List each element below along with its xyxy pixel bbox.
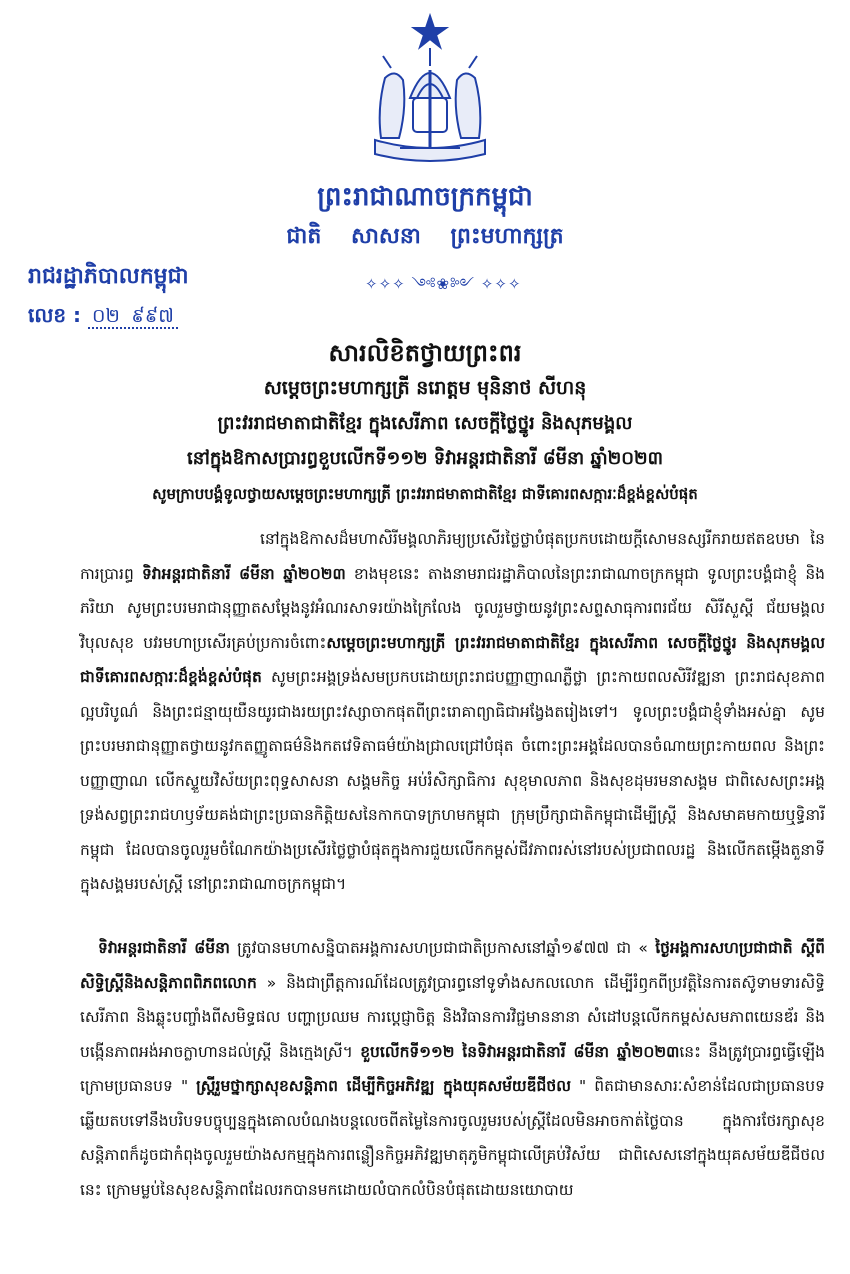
text-span: " ពិតជាមានសារៈសំខាន់ដែលជាប្រធានបទឆ្លើយតបទៅនឹងបរិបទបច្ចុប្បន្នក្នុងគោលបំណងបន្តលេចពីតម្លៃនៃការចូលរួមរបស់ស្ត្រីដែលមិនអាចកាត់ថ្លៃបាន ក្នុងការថែរក្សាសុខសន្តិភាពក៏ដូចជាកំពុងចូលរួមយ៉ាងសកម្មក្នុងការពន្លឿនកិច្ចអភិវឌ្ឍមាតុភូមិកម្ពុជាលើគ្រប់វិស័យ ជាពិសេសនៅក្នុងយុគសម័យឌីជីថលនេះ ក្រោមម្លប់នៃសុខសន្តិភាពដែលរកបានមកដោយលំបាកលំបិនបំផុតដោយនយោបាយ [80,1077,825,1199]
national-motto: ជាតិ សាសនា ព្រះមហាក្សត្រ [286,224,564,249]
text-span: ខាងមុខនេះ តាងនាមរាជរដ្ឋាភិបាលនៃព្រះរាជាណាចក្រកម្ពុជា ទូលព្រះបង្គំជាខ្ញុំ និងភរិយា សូមព្រះបរមរាជានុញ្ញាតសម្ដែងនូវអំណរសាទរយ៉ាងក្រៃលែង ចូលរួមថ្វាយនូវព្រះសព្ទសាធុការពរជ័យ សិរីសួស្ដី ជ័យមង្គល វិបុលសុខ បវរមហាប្រសើរគ្រប់ប្រការចំពោះ [80,564,825,652]
reference-line [28,302,178,332]
letter-title: សារលិខិតថ្វាយព្រះពរ [328,339,522,367]
text-span: ត្រូវបានមហាសន្និបាតអង្គការសហប្រជាជាតិប្រកាសនៅឆ្នាំ១៩៧៧ ជា « [229,939,656,957]
text-span-bold: សម្ដេចព្រះមហាក្សត្រី ព្រះវររាជមាតាជាតិខ្មែរ ក្នុងសេរីភាព សេចក្ដីថ្លៃថ្នូរ និងសុភមង្គល ជាទីគោរពសក្ការៈដ៏ខ្ពង់ខ្ពស់បំផុត [80,633,826,686]
text-span-bold: ទិវាអន្ដរជាតិនារី ៨មីនា ឆ្នាំ២០២៣ [141,564,346,583]
text-span-bold: ខួបលើកទី១១២ នៃទិវាអន្ដរជាតិនារី ៨មីនា ឆ្នាំ២០២៣ [360,1042,680,1061]
occasion-line: នៅក្នុងឱកាសប្រារព្ធខួបលើកទី១១២ ទិវាអន្ដរជាតិនារី ៨មីនា ឆ្នាំ២០២៣ [187,448,663,469]
recipient-title: ព្រះវររាជមាតាជាតិខ្មែរ ក្នុងសេរីភាព សេចក្ដីថ្លៃថ្នូរ និងសុភមង្គល [217,413,633,434]
text-span: នេះ នឹងត្រូវប្រារព្ធធ្វើឡើងក្រោមប្រធានបទ " [80,1042,826,1095]
reference-label: លេខ : [28,303,82,327]
text-span-bold: ស្ត្រីរួមថ្នាក្សាសុខសន្តិភាព ដើម្បីកិច្ចអភិវឌ្ឍ ក្នុងយុគសម័យឌីជីថល [196,1077,571,1095]
reference-number: ០២ ៩៩៧ [88,305,178,329]
text-span-bold: ទិវាអន្ដរជាតិនារី ៨មីនា [98,939,230,957]
text-span: » និងជាព្រឹត្តការណ៍ដែលត្រូវប្រារព្ធនៅទូទាំងសកលលោក ដើម្បីរំឭកពីប្រវត្តិនៃការតស៊ូទាមទារសិទ្ធិសេរីភាព និងឆ្លុះបញ្ចាំងពីសមិទ្ធផល បញ្ហាប្រឈម ការប្ដេជ្ញាចិត្ត និងវិធានការវិជ្ជមាននានា សំដៅបន្តលើកកម្ពស់សមភាពយេនឌ័រ និងបង្កើនភាពអង់អាចក្លាហានដល់ស្ត្រី និងក្មេងស្រី។ [80,973,825,1061]
emblem-drawing [355,8,505,178]
issuing-body: រាជរដ្ឋាភិបាលកម្ពុជា [28,264,189,289]
salutation-line: សូមក្រាបបង្គំទូលថ្វាយសម្ដេចព្រះមហាក្សត្រី ព្រះវររាជមាតាជាតិខ្មែរ ជាទីគោរពសក្ការៈដ៏ខ្ពង់ខ្ពស់បំផុត [152,485,698,503]
body-paragraph-2 [80,931,825,1207]
royal-coat-of-arms-icon [355,8,505,178]
recipient-name: សម្ដេចព្រះមហាក្សត្រី នរោត្ដម មុនិនាថ សីហនុ [263,377,587,399]
kingdom-name: ព្រះរាជាណាចក្រកម្ពុជា [317,182,533,212]
text-span: សូមព្រះអង្គទ្រង់សមប្រកបដោយព្រះរាជបញ្ញាញាណភ្លឺថ្លា ព្រះកាយពលសិរីវឌ្ឍនា ព្រះរាជសុខភាពល្អបរិបូណ៌ និងព្រះជន្មាយុយឺនយូរជាងរយព្រះវស្សាចាកផុតពីព្រះរោគាព្យាធិជាអង្វែងតរៀងទៅ។ ទូលព្រះបង្គំជាខ្ញុំទាំងអស់គ្នា សូមព្រះបរមរាជានុញ្ញាតថ្វាយនូវកតញ្ញូតាធម៌និងកតវេទិតាធម៌យ៉ាងជ្រាលជ្រៅបំផុត ចំពោះព្រះអង្គដែលបានចំណាយព្រះកាយពល និងព្រះបញ្ញាញាណ លើកស្ទួយវិស័យព្រះពុទ្ធសាសនា សង្គមកិច្ច អប់រំសិក្សាធិការ សុខុមាលភាព និងសុខដុមរមនាសង្គម ជាពិសេសព្រះអង្គទ្រង់សព្វព្រះរាជហឫទ័យគង់ជាព្រះប្រធានកិត្តិយសនៃកាកបាទក្រហមកម្ពុជា ក្រុមប្រឹក្សាជាតិកម្ពុជាដើម្បីស្ត្រី និងសមាគមកាយឬទ្ធិនារីកម្ពុជា ដែលបានចូលរួមចំណែកយ៉ាងប្រសើរថ្លៃថ្លាបំផុតក្នុងការជួយលើកកម្ពស់ជីវភាពរស់នៅរបស់ប្រជាពលរដ្ឋ និងលើកតម្កើងតួនាទីក្នុងសង្គមរបស់ស្ត្រី នៅព្រះរាជាណាចក្រកម្ពុជា។ [80,668,825,893]
body-paragraph-1 [80,522,825,902]
ornament-divider: ✧✧✧ ༺❀༻ ✧✧✧ [365,275,522,293]
text-span-bold: ថ្ងៃអង្គការសហប្រជាជាតិ ស្ដីពីសិទ្ធិស្ត្រីនិងសន្ដិភាពពិភពលោក [80,939,825,992]
text-span: នៅក្នុងឱកាសដ៏មហាសិរីមង្គលាភិរម្យប្រសើរថ្លៃថ្លាបំផុតប្រកបដោយក្ដីសោមនស្សរីករាយឥតឧបមា នៃការប្រារព្ធ [80,530,825,583]
